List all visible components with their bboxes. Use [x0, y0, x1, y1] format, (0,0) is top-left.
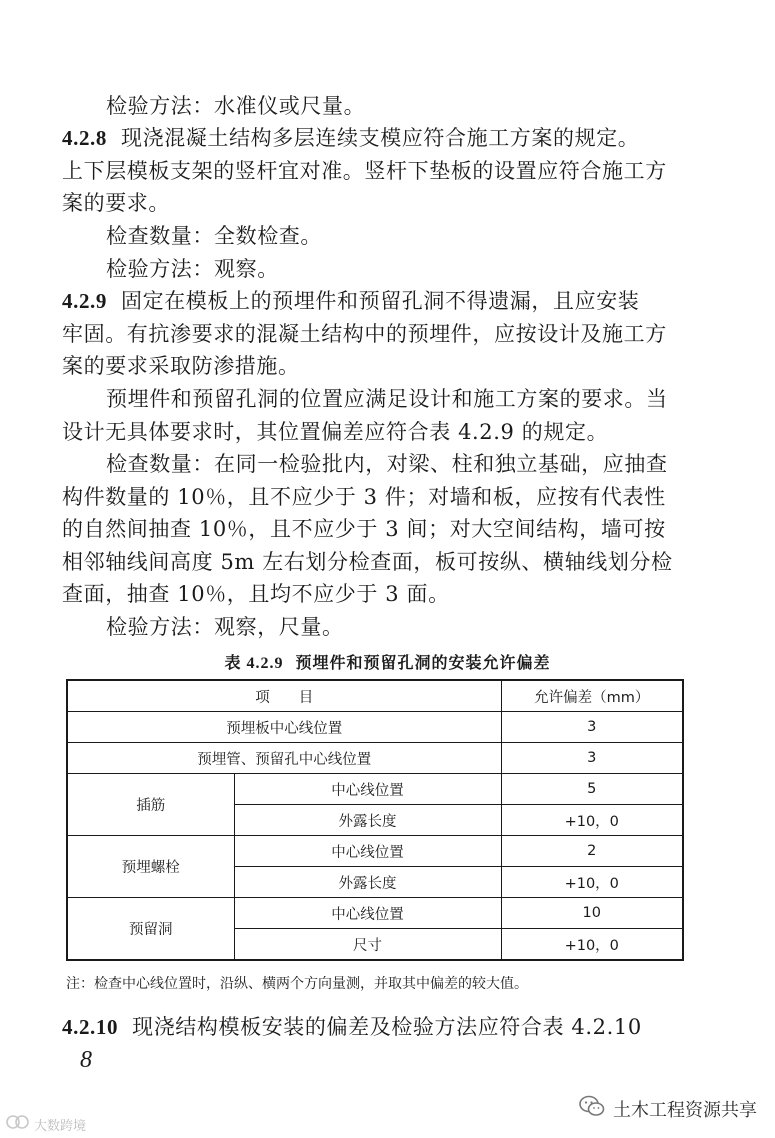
paragraph-line: 预埋件和预留孔洞的位置应满足设计和施工方案的要求。当 — [106, 387, 668, 411]
watermark-right — [579, 1095, 757, 1122]
table-cell: 中心线位置 — [234, 898, 501, 929]
header-tolerance: 允许偏差（mm） — [501, 680, 683, 712]
clause-4-2-9-line-2: 牢固。有抗渗要求的混凝土结构中的预埋件，应按设计及施工方 — [62, 322, 667, 346]
table-row — [67, 743, 683, 774]
table-cell: 预埋管、预留孔中心线位置 — [67, 743, 501, 774]
table-row — [67, 898, 683, 929]
clause-4-2-8-line-1 — [62, 122, 712, 154]
clause-number: 4.2.10 — [62, 1015, 119, 1039]
clause-number: 4.2.8 — [62, 126, 107, 150]
table-caption-title: 预埋件和预留孔洞的安装允许偏差 — [295, 653, 551, 672]
paragraph-line: 的自然间抽查 10％，且不应少于 3 间；对大空间结构，墙可按 — [62, 517, 666, 541]
wechat-icon — [579, 1095, 605, 1122]
table-header-row — [67, 680, 683, 712]
clause-4-2-8-line-2: 上下层模板支架的竖杆宜对准。竖杆下垫板的设置应符合施工方 — [62, 159, 667, 183]
watermark-logo-icon — [6, 1114, 30, 1134]
tolerance-table — [66, 679, 684, 961]
table-cell: +10，0 — [501, 929, 683, 961]
clause-4-2-9-line-3: 案的要求采取防渗措施。 — [62, 354, 300, 378]
table-cell: 尺寸 — [234, 929, 501, 961]
clause-4-2-8-line-3: 案的要求。 — [62, 191, 170, 215]
watermark-left — [6, 1114, 86, 1134]
header-item: 项 目 — [67, 680, 501, 712]
table-cell: 5 — [501, 774, 683, 805]
clause-text: 固定在模板上的预埋件和预留孔洞不得遗漏，且应安装 — [121, 289, 640, 313]
table-cell: 外露长度 — [234, 867, 501, 898]
table-cell: 中心线位置 — [234, 774, 501, 805]
table-cell: 中心线位置 — [234, 836, 501, 867]
paragraph-line: 检查数量：在同一检验批内，对梁、柱和独立基础，应抽查 — [106, 452, 668, 476]
paragraph-line: 构件数量的 10％，且不应少于 3 件；对墙和板，应按有代表性 — [62, 485, 666, 509]
group-cell: 预留洞 — [67, 898, 234, 961]
clause-text: 现浇结构模板安装的偏差及检验方法应符合表 4.2.10 — [132, 1015, 642, 1039]
clause-4-2-9-line-1 — [62, 285, 712, 317]
clause-4-2-10-line-1 — [62, 1011, 712, 1043]
table-caption — [0, 650, 775, 673]
inspection-method-text: 检验方法：水准仪或尺量。 — [106, 94, 366, 118]
table-cell: 外露长度 — [234, 805, 501, 836]
paragraph-line: 查面，抽查 10％，且均不应少于 3 面。 — [62, 582, 450, 606]
table-row — [67, 836, 683, 867]
table-cell: 预埋板中心线位置 — [67, 712, 501, 743]
check-quantity-text: 检查数量：全数检查。 — [106, 224, 322, 248]
group-cell: 插筋 — [67, 774, 234, 836]
table-caption-number: 表 4.2.9 — [224, 655, 284, 672]
paragraph-line: 相邻轴线间高度 5m 左右划分检查面，板可按纵、横轴线划分检 — [62, 550, 673, 574]
table-row — [67, 712, 683, 743]
clause-text: 现浇混凝土结构多层连续支模应符合施工方案的规定。 — [121, 126, 640, 150]
group-cell: 预埋螺栓 — [67, 836, 234, 898]
paragraph-line: 设计无具体要求时，其位置偏差应符合表 4.2.9 的规定。 — [62, 420, 609, 444]
table-cell: +10，0 — [501, 867, 683, 898]
table-cell: 10 — [501, 898, 683, 929]
inspection-method-text: 检验方法：观察，尺量。 — [106, 615, 344, 639]
table-cell: 3 — [501, 743, 683, 774]
watermark-right-text: 土木工程资源共享 — [613, 1099, 757, 1121]
page-number: 8 — [80, 1047, 92, 1073]
table-note: 注：检查中心线位置时，沿纵、横两个方向量测，并取其中偏差的较大值。 — [66, 976, 528, 992]
table-row — [67, 774, 683, 805]
table-cell: 2 — [501, 836, 683, 867]
watermark-left-text: 大数跨境 — [34, 1118, 87, 1134]
inspection-method-text: 检验方法：观察。 — [106, 257, 279, 281]
clause-number: 4.2.9 — [62, 289, 107, 313]
table-cell: 3 — [501, 712, 683, 743]
table-cell: +10，0 — [501, 805, 683, 836]
